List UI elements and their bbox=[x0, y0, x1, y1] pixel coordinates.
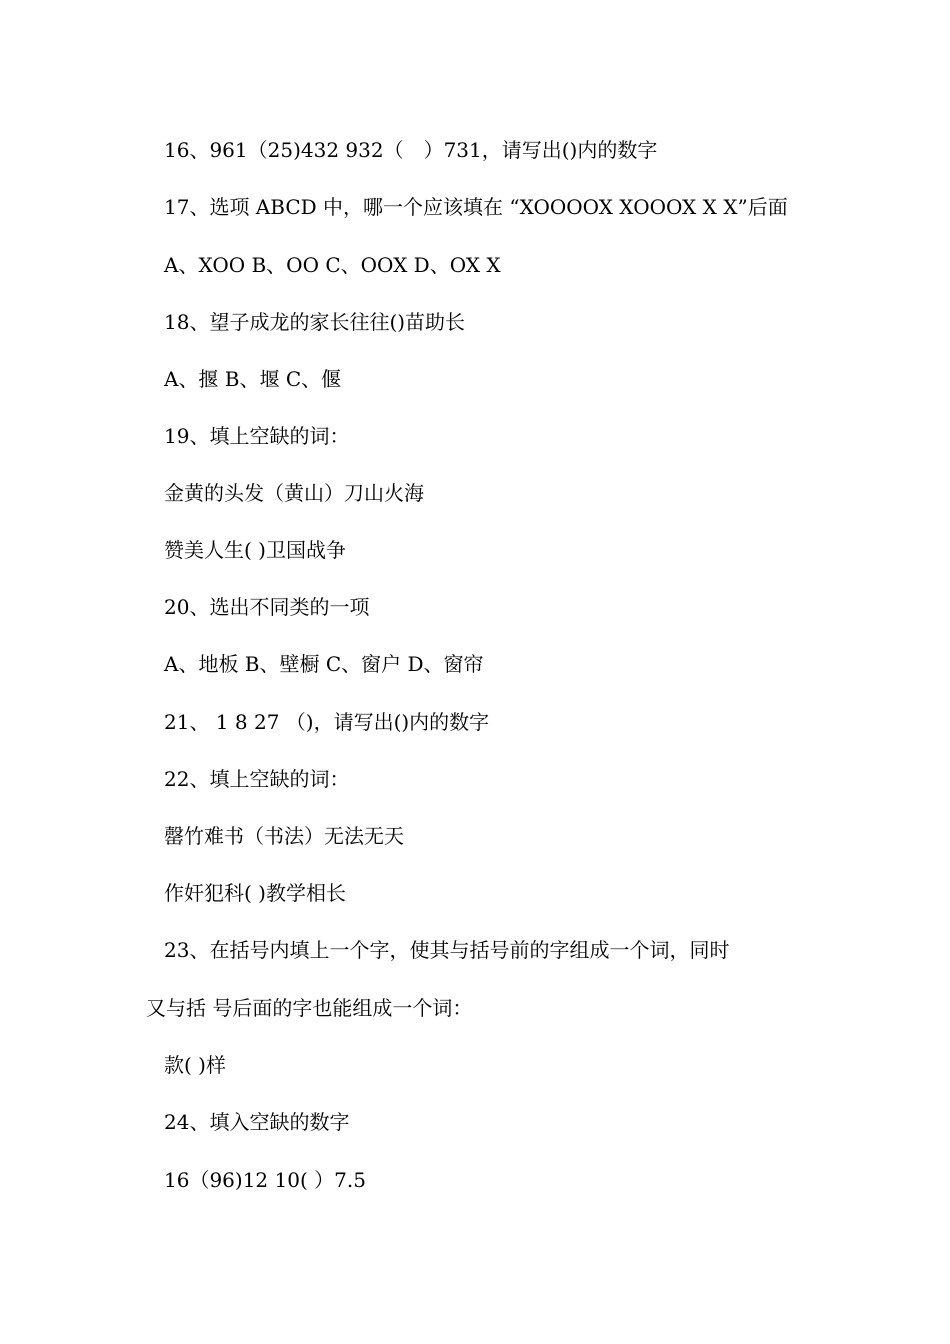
question-22-example: 罄竹难书（书法）无法无天 bbox=[164, 824, 404, 848]
question-23-prompt: 款( )样 bbox=[164, 1053, 226, 1077]
question-16-text: 16、961（25)432 932（ ）731，请写出()内的数字 bbox=[164, 138, 658, 162]
question-18-text: 18、望子成龙的家长往往()苗助长 bbox=[164, 310, 466, 334]
question-24-text: 24、填入空缺的数字 bbox=[164, 1110, 350, 1134]
question-23-text: 23、在括号内填上一个字，使其与括号前的字组成一个词，同时 bbox=[164, 938, 730, 962]
question-19-prompt: 赞美人生( )卫国战争 bbox=[164, 538, 346, 562]
question-22-prompt: 作奸犯科( )教学相长 bbox=[164, 881, 346, 905]
question-17-options: A、XOO B、OO C、OOX D、OX X bbox=[164, 253, 501, 277]
question-18-options: A、揠 B、堰 C、偃 bbox=[164, 367, 342, 391]
question-24-prompt: 16（96)12 10( ）7.5 bbox=[164, 1168, 366, 1192]
question-20-options: A、地板 B、壁橱 C、窗户 D、窗帘 bbox=[164, 652, 484, 676]
question-21-text: 21、 1 8 27 （)，请写出()内的数字 bbox=[164, 710, 490, 734]
question-19-text: 19、填上空缺的词： bbox=[164, 424, 350, 448]
question-17-text: 17、选项 ABCD 中，哪一个应该填在 “XOOOOX XOOOX X X”后面 bbox=[164, 195, 788, 219]
question-20-text: 20、选出不同类的一项 bbox=[164, 595, 370, 619]
question-23-text-continued: 又与括 号后面的字也能组成一个词： bbox=[146, 996, 473, 1020]
question-19-example: 金黄的头发（黄山）刀山火海 bbox=[164, 481, 424, 505]
question-22-text: 22、填上空缺的词： bbox=[164, 767, 350, 791]
